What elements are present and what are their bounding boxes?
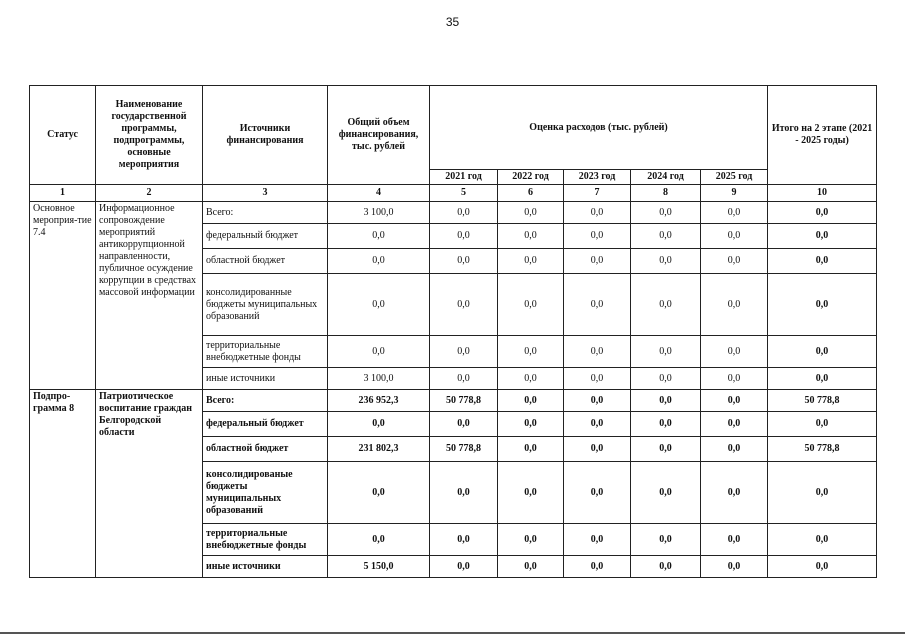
source-cell: иные источники <box>203 368 328 390</box>
year-value-cell: 0,0 <box>631 437 701 462</box>
year-value-cell: 0,0 <box>430 524 498 556</box>
total-volume-cell: 0,0 <box>328 412 430 437</box>
year-value-cell: 0,0 <box>701 249 768 274</box>
page-number: 35 <box>445 15 460 29</box>
total-volume-cell: 3 100,0 <box>328 202 430 224</box>
year-value-cell: 0,0 <box>564 390 631 412</box>
year-value-cell: 0,0 <box>498 274 564 336</box>
status-cell: Основное мероприя-тие 7.4 <box>30 202 96 390</box>
year-value-cell: 0,0 <box>631 556 701 578</box>
financing-table <box>29 85 877 578</box>
year-value-cell: 0,0 <box>430 274 498 336</box>
stage-total-cell: 0,0 <box>768 412 877 437</box>
year-value-cell: 0,0 <box>701 437 768 462</box>
name-cell: Патриотическое воспитание граждан Белгородской области <box>96 390 203 578</box>
year-value-cell: 0,0 <box>430 556 498 578</box>
year-value-cell: 0,0 <box>631 274 701 336</box>
year-value-cell: 0,0 <box>564 412 631 437</box>
column-number: 4 <box>328 185 430 202</box>
stage-total-cell: 0,0 <box>768 336 877 368</box>
year-value-cell: 0,0 <box>564 437 631 462</box>
year-value-cell: 0,0 <box>498 249 564 274</box>
header-year: 2022 год <box>498 170 564 185</box>
total-volume-cell: 0,0 <box>328 274 430 336</box>
status-cell: Подпро-грамма 8 <box>30 390 96 578</box>
year-value-cell: 0,0 <box>564 524 631 556</box>
column-number: 10 <box>768 185 877 202</box>
column-number: 8 <box>631 185 701 202</box>
year-value-cell: 0,0 <box>498 336 564 368</box>
year-value-cell: 0,0 <box>701 556 768 578</box>
source-cell: консолидированные бюджеты муниципальных образований <box>203 274 328 336</box>
header-status: Статус <box>30 86 96 185</box>
stage-total-cell: 0,0 <box>768 274 877 336</box>
year-value-cell: 0,0 <box>701 462 768 524</box>
column-number: 9 <box>701 185 768 202</box>
total-volume-cell: 3 100,0 <box>328 368 430 390</box>
header-stage-total: Итого на 2 этапе (2021 - 2025 годы) <box>768 86 877 185</box>
stage-total-cell: 0,0 <box>768 249 877 274</box>
year-value-cell: 0,0 <box>564 274 631 336</box>
year-value-cell: 0,0 <box>430 249 498 274</box>
total-volume-cell: 0,0 <box>328 224 430 249</box>
year-value-cell: 0,0 <box>701 412 768 437</box>
source-cell: Всего: <box>203 202 328 224</box>
column-number: 6 <box>498 185 564 202</box>
year-value-cell: 0,0 <box>498 202 564 224</box>
header-year: 2024 год <box>631 170 701 185</box>
year-value-cell: 0,0 <box>564 224 631 249</box>
header-name: Наименование государственной программы, подпрограммы, основные мероприятия <box>96 86 203 185</box>
column-number: 1 <box>30 185 96 202</box>
year-value-cell: 0,0 <box>701 202 768 224</box>
year-value-cell: 0,0 <box>701 368 768 390</box>
year-value-cell: 0,0 <box>701 390 768 412</box>
stage-total-cell: 0,0 <box>768 224 877 249</box>
total-volume-cell: 231 802,3 <box>328 437 430 462</box>
total-volume-cell: 236 952,3 <box>328 390 430 412</box>
source-cell: Всего: <box>203 390 328 412</box>
table-row <box>30 202 877 224</box>
year-value-cell: 0,0 <box>430 336 498 368</box>
total-volume-cell: 0,0 <box>328 336 430 368</box>
source-cell: федеральный бюджет <box>203 412 328 437</box>
name-cell: Информационное сопровождение мероприятий антикоррупционной направленности, публичное осуждение коррупции в средствах массовой информации <box>96 202 203 390</box>
year-value-cell: 0,0 <box>430 412 498 437</box>
header-total-volume: Общий объем финансирования, тыс. рублей <box>328 86 430 185</box>
year-value-cell: 0,0 <box>564 202 631 224</box>
header-year: 2023 год <box>564 170 631 185</box>
year-value-cell: 0,0 <box>564 336 631 368</box>
year-value-cell: 0,0 <box>564 368 631 390</box>
year-value-cell: 0,0 <box>701 336 768 368</box>
year-value-cell: 0,0 <box>498 390 564 412</box>
year-value-cell: 0,0 <box>564 249 631 274</box>
year-value-cell: 50 778,8 <box>430 437 498 462</box>
year-value-cell: 50 778,8 <box>430 390 498 412</box>
header-sources: Источники финансирования <box>203 86 328 185</box>
column-number: 2 <box>96 185 203 202</box>
total-volume-cell: 0,0 <box>328 249 430 274</box>
year-value-cell: 0,0 <box>631 524 701 556</box>
year-value-cell: 0,0 <box>498 524 564 556</box>
year-value-cell: 0,0 <box>498 368 564 390</box>
total-volume-cell: 5 150,0 <box>328 556 430 578</box>
source-cell: иные источники <box>203 556 328 578</box>
year-value-cell: 0,0 <box>631 202 701 224</box>
year-value-cell: 0,0 <box>631 336 701 368</box>
header-estimate: Оценка расходов (тыс. рублей) <box>430 86 768 170</box>
source-cell: консолидированые бюджеты муниципальных образований <box>203 462 328 524</box>
year-value-cell: 0,0 <box>498 437 564 462</box>
stage-total-cell: 50 778,8 <box>768 437 877 462</box>
year-value-cell: 0,0 <box>430 368 498 390</box>
year-value-cell: 0,0 <box>631 412 701 437</box>
page-bottom-rule <box>0 632 905 634</box>
year-value-cell: 0,0 <box>498 462 564 524</box>
year-value-cell: 0,0 <box>631 224 701 249</box>
column-number: 7 <box>564 185 631 202</box>
year-value-cell: 0,0 <box>498 412 564 437</box>
stage-total-cell: 0,0 <box>768 556 877 578</box>
year-value-cell: 0,0 <box>701 224 768 249</box>
year-value-cell: 0,0 <box>631 368 701 390</box>
header-year: 2021 год <box>430 170 498 185</box>
total-volume-cell: 0,0 <box>328 462 430 524</box>
year-value-cell: 0,0 <box>631 249 701 274</box>
source-cell: территориальные внебюджетные фонды <box>203 524 328 556</box>
source-cell: территориальные внебюджетные фонды <box>203 336 328 368</box>
year-value-cell: 0,0 <box>498 556 564 578</box>
year-value-cell: 0,0 <box>564 462 631 524</box>
stage-total-cell: 0,0 <box>768 368 877 390</box>
source-cell: областной бюджет <box>203 437 328 462</box>
column-number: 3 <box>203 185 328 202</box>
total-volume-cell: 0,0 <box>328 524 430 556</box>
stage-total-cell: 0,0 <box>768 462 877 524</box>
stage-total-cell: 0,0 <box>768 524 877 556</box>
year-value-cell: 0,0 <box>631 390 701 412</box>
column-number: 5 <box>430 185 498 202</box>
year-value-cell: 0,0 <box>498 224 564 249</box>
year-value-cell: 0,0 <box>701 524 768 556</box>
year-value-cell: 0,0 <box>430 224 498 249</box>
year-value-cell: 0,0 <box>564 556 631 578</box>
year-value-cell: 0,0 <box>430 462 498 524</box>
year-value-cell: 0,0 <box>631 462 701 524</box>
source-cell: областной бюджет <box>203 249 328 274</box>
header-year: 2025 год <box>701 170 768 185</box>
year-value-cell: 0,0 <box>430 202 498 224</box>
table-row <box>30 390 877 412</box>
year-value-cell: 0,0 <box>701 274 768 336</box>
stage-total-cell: 50 778,8 <box>768 390 877 412</box>
stage-total-cell: 0,0 <box>768 202 877 224</box>
source-cell: федеральный бюджет <box>203 224 328 249</box>
